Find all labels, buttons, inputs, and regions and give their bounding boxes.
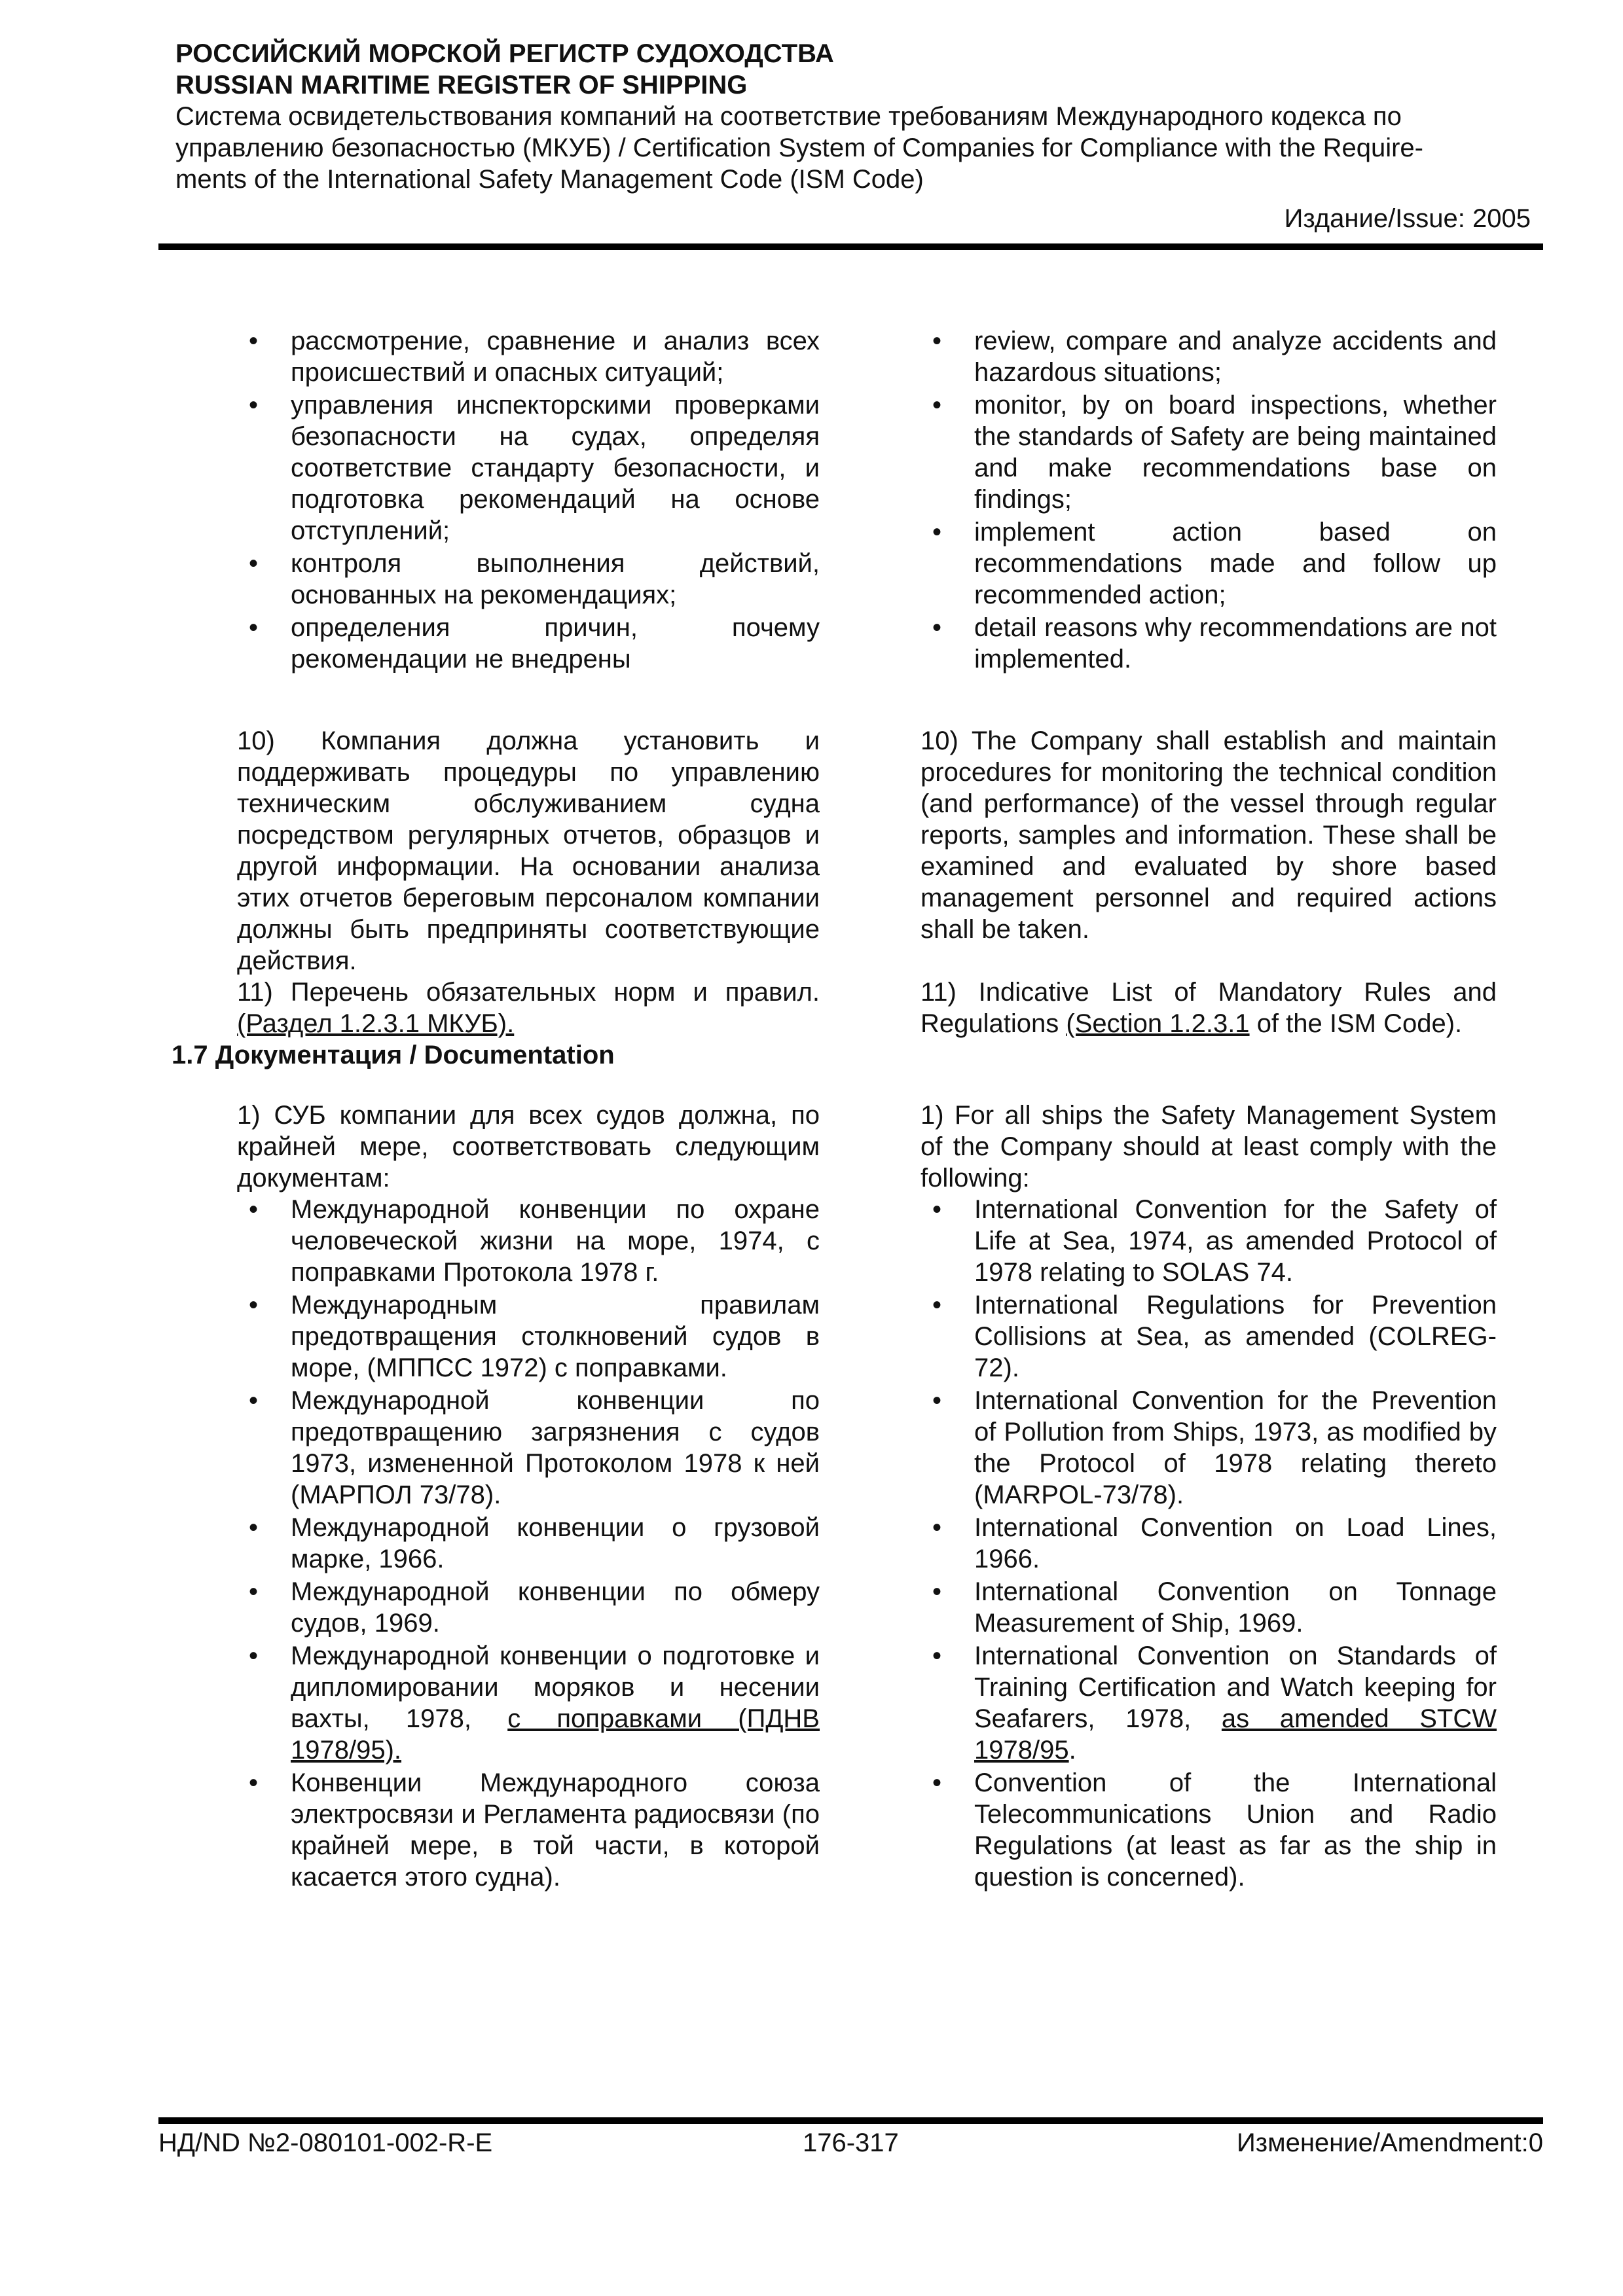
list-item: • Международным правилам предотвращения столкновений судов в море, (МППСС 1972) с поправками. (237, 1289, 820, 1384)
item-11-ru-text: 11) Перечень обязательных норм и правил. (237, 978, 820, 1007)
list-item: • International Convention on Load Lines, 1966. (921, 1512, 1497, 1575)
list-item: • рассмотрение, сравнение и анализ всех происшествий и опасных ситуаций; (237, 325, 820, 388)
footer-divider (158, 2117, 1543, 2124)
list-item: • implement action based on recommendations made and follow up recommended action; (921, 516, 1497, 611)
item-11-ru-link[interactable]: (Раздел 1.2.3.1 МКУБ). (237, 1009, 515, 1038)
stcw-ru-link[interactable]: с поправками (ПДНВ 1978/95). (291, 1704, 820, 1765)
section-title: 1.7 Документация / Documentation (172, 1041, 615, 1069)
list-item: • International Convention for the Prevention of Pollution from Ships, 1973, as modified by the Protocol of 1978 relating thereto (MARPOL-73/78). (921, 1385, 1497, 1511)
list-item: • International Convention on Tonnage Measurement of Ship, 1969. (921, 1576, 1497, 1639)
footer-doc-number: НД/ND №2-080101-002-R-E (158, 2128, 493, 2157)
doc-intro-ru: 1) СУБ компании для всех судов должна, по крайней мере, соответствовать следующим документам: (237, 1101, 820, 1193)
item-11-en-link[interactable]: (Section 1.2.3.1 (1066, 1009, 1250, 1038)
item-10-11-en (921, 725, 1497, 1039)
org-name-ru: РОССИЙСКИЙ МОРСКОЙ РЕГИСТР СУДОХОДСТВА (175, 39, 834, 68)
list-item: • Международной конвенции о грузовой марке, 1966. (237, 1512, 820, 1575)
top-bullets-ru (237, 325, 820, 676)
system-title-line-3: ments of the International Safety Management Code (ISM Code) (175, 165, 924, 194)
top-bullets-en (921, 325, 1497, 676)
list-item: • управления инспекторскими проверками безопасности на судах, определяя соответствие стандарту безопасности, и подготовка рекомендаций на основе отступлений; (237, 389, 820, 547)
item-11-en-tail: of the ISM Code). (1256, 1009, 1463, 1038)
list-item: • Convention of the International Telecommunications Union and Radio Regulations (at least as far as the ship in question is concerned). (921, 1767, 1497, 1893)
list-item: • review, compare and analyze accidents and hazardous situations; (921, 325, 1497, 388)
item-10-11-ru (237, 725, 820, 1039)
list-item: • International Convention for the Safety of Life at Sea, 1974, as amended Protocol of 1978 relating to SOLAS 74. (921, 1194, 1497, 1288)
documentation-ru (237, 1100, 820, 1894)
list-item: • International Regulations for Prevention Collisions at Sea, as amended (COLREG-72). (921, 1289, 1497, 1384)
org-name-en: RUSSIAN MARITIME REGISTER OF SHIPPING (175, 71, 748, 99)
list-item: • Международной конвенции по охране человеческой жизни на море, 1974, с поправками Протокола 1978 г. (237, 1194, 820, 1288)
list-item: • Международной конвенции по обмеру судов, 1969. (237, 1576, 820, 1639)
doc-intro-en: 1) For all ships the Safety Management System of the Company should at least comply with the following: (921, 1101, 1497, 1193)
issue-label: Издание/Issue: 2005 (1284, 204, 1531, 233)
list-item: • detail reasons why recommendations are not implemented. (921, 612, 1497, 675)
stcw-ru-text: Международной конвенции о подготовке и дипломировании моряков и несении вахты, 1978, (291, 1641, 820, 1733)
stcw-en-text: International Convention on Standards of Training Certification and Watch keeping for Seafarers, 1978, (974, 1641, 1497, 1733)
system-title-line-2: управлению безопасностью (МКУБ) / Certification System of Companies for Compliance with the Require- (175, 134, 1423, 162)
stcw-en-tail: . (1068, 1736, 1076, 1765)
list-item: • Конвенции Международного союза электросвязи и Регламента радиосвязи (по крайней мере, в той части, в которой касается этого судна). (237, 1767, 820, 1893)
list-item (921, 1640, 1497, 1766)
list-item (237, 1640, 820, 1766)
footer-amendment: Изменение/Amendment:0 (1237, 2128, 1543, 2157)
document-header (175, 38, 1531, 234)
item-11-en-text: 11) Indicative List of Mandatory Rules and Regulations (921, 978, 1497, 1038)
list-item: • контроля выполнения действий, основанных на рекомендациях; (237, 548, 820, 611)
list-item: • Международной конвенции по предотвращению загрязнения с судов 1973, измененной Протоколом 1978 к ней (МАРПОЛ 73/78). (237, 1385, 820, 1511)
list-item: • определения причин, почему рекомендации не внедрены (237, 612, 820, 675)
item-11-en (921, 977, 1497, 1039)
header-divider (158, 243, 1543, 250)
item-10-en: 10) The Company shall establish and maintain procedures for monitoring the technical condition (and performance) of the vessel through regular reports, samples and information. These shall be examined and evaluated by shore based management personnel and required actions shall be taken. (921, 726, 1497, 944)
list-item: • monitor, by on board inspections, whether the standards of Safety are being maintained and make recommendations base on findings; (921, 389, 1497, 515)
item-10-ru: 10) Компания должна установить и поддерживать процедуры по управлению техническим обслуживанием судна посредством регулярных отчетов, образцов и другой информации. На основании анализа этих отчетов береговым персоналом компании должны быть предприняты соответствующие действия. (237, 726, 820, 975)
documentation-en (921, 1100, 1497, 1894)
footer-page-number: 176-317 (803, 2128, 899, 2157)
stcw-en-link[interactable]: as amended STCW 1978/95 (974, 1704, 1497, 1765)
item-11-ru (237, 977, 820, 1039)
system-title-line-1: Система освидетельствования компаний на соответствие требованиям Международного кодекса по (175, 102, 1402, 131)
